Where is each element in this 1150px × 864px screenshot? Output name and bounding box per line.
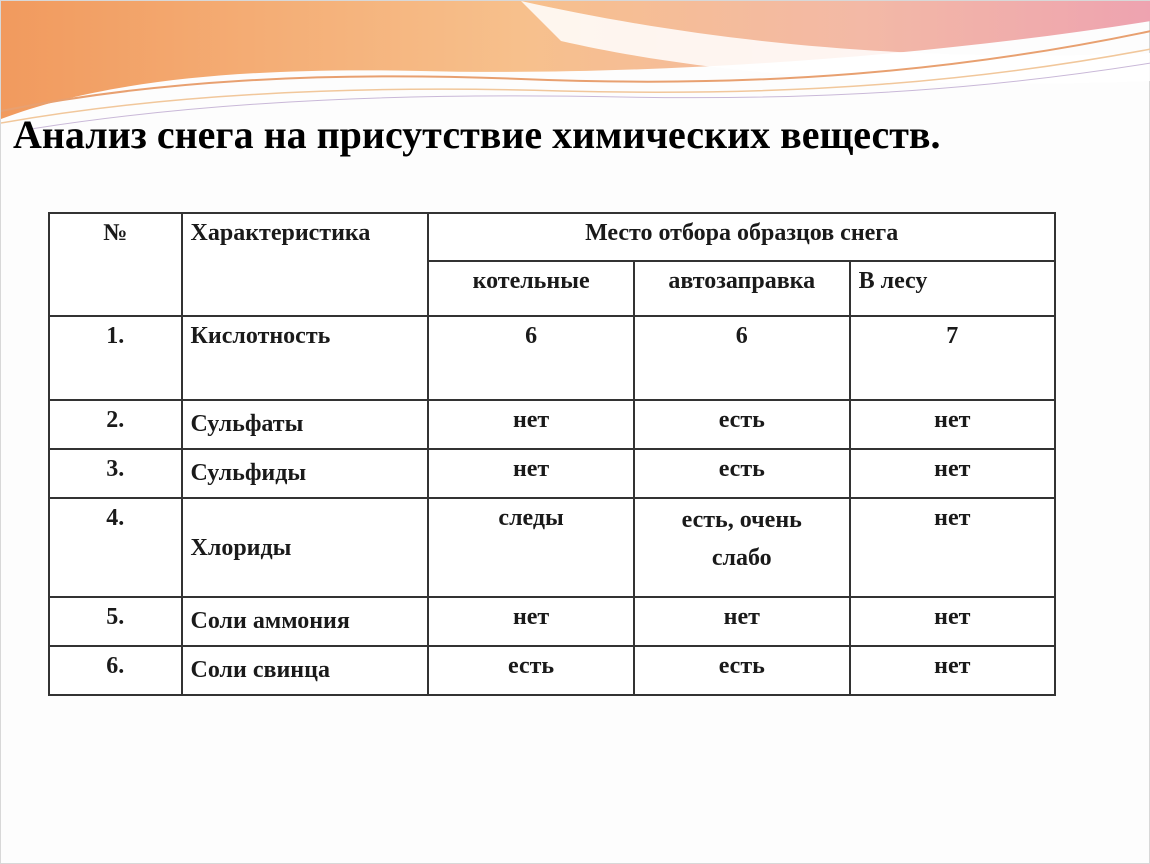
cell-forest: 7 <box>850 316 1055 400</box>
cell-gas-station: 6 <box>634 316 850 400</box>
header-location-forest: В лесу <box>850 261 1055 316</box>
cell-forest: нет <box>850 449 1055 498</box>
cell-boiler: нет <box>428 400 634 449</box>
cell-gas-station: есть <box>634 646 850 695</box>
table-row <box>49 498 1055 597</box>
cell-gas-station: есть <box>634 400 850 449</box>
table-row <box>49 449 1055 498</box>
header-location-boiler: котельные <box>428 261 634 316</box>
table-row <box>49 400 1055 449</box>
cell-boiler: нет <box>428 449 634 498</box>
analysis-table <box>48 212 1056 696</box>
row-num: 6. <box>49 646 182 695</box>
cell-gas-station: нет <box>634 597 850 646</box>
cell-boiler: следы <box>428 498 634 597</box>
table-row <box>49 316 1055 400</box>
row-characteristic: Соли свинца <box>182 646 429 695</box>
row-characteristic: Хлориды <box>182 498 429 597</box>
cell-boiler: нет <box>428 597 634 646</box>
table-row <box>49 597 1055 646</box>
cell-boiler: 6 <box>428 316 634 400</box>
row-characteristic: Соли аммония <box>182 597 429 646</box>
cell-boiler: есть <box>428 646 634 695</box>
header-characteristic: Характеристика <box>182 213 429 316</box>
header-location-gas-station: автозаправка <box>634 261 850 316</box>
row-num: 4. <box>49 498 182 597</box>
table-header-row <box>49 213 1055 261</box>
row-characteristic: Сульфаты <box>182 400 429 449</box>
cell-line: есть, очень <box>681 507 802 533</box>
row-num: 5. <box>49 597 182 646</box>
cell-forest: нет <box>850 498 1055 597</box>
cell-gas-station <box>634 498 850 597</box>
row-characteristic: Кислотность <box>182 316 429 400</box>
cell-line: слабо <box>711 545 772 571</box>
page-title: Анализ снега на присутствие химических веществ. <box>13 112 941 157</box>
cell-forest: нет <box>850 597 1055 646</box>
cell-forest: нет <box>850 400 1055 449</box>
header-num: № <box>49 213 182 316</box>
row-characteristic: Сульфиды <box>182 449 429 498</box>
row-num: 2. <box>49 400 182 449</box>
header-location-group: Место отбора образцов снега <box>428 213 1055 261</box>
cell-forest: нет <box>850 646 1055 695</box>
table-row <box>49 646 1055 695</box>
cell-gas-station: есть <box>634 449 850 498</box>
row-num: 3. <box>49 449 182 498</box>
row-num: 1. <box>49 316 182 400</box>
